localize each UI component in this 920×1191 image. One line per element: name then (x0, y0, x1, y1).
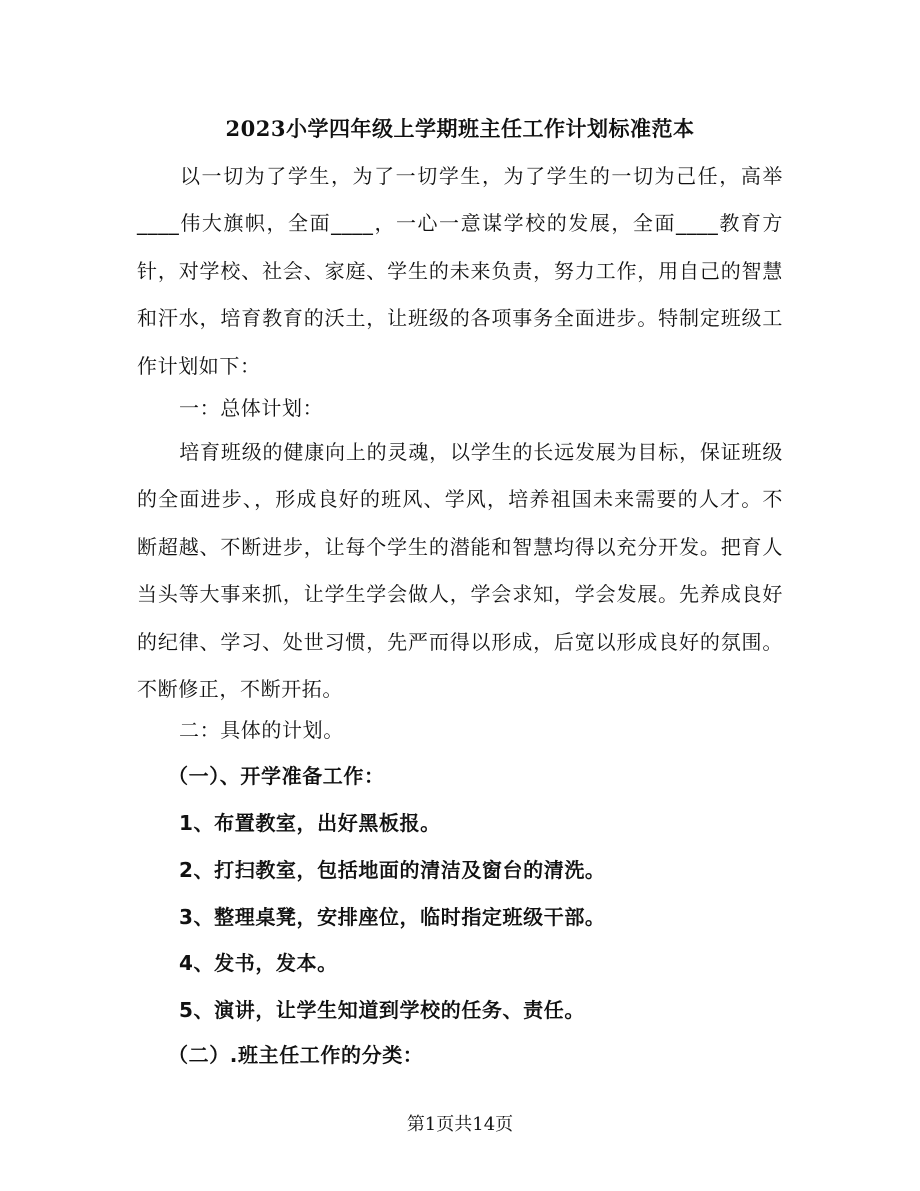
list-item: 5、演讲，让学生知道到学校的任务、责任。 (179, 998, 585, 1022)
intro-text: 以一切为了学生，为了一切学生，为了学生的一切为己任，高举____伟大旗帜，全面____，一心一意谋学校的发展，全面____教育方针，对学校、社会、家庭、学生的未来负责，努力工作，用自己的智慧和汗水，培育教育的沃土，让班级的各项事务全面进步。特制定班级工作计划如下： (137, 164, 783, 378)
list-item: 3、整理桌凳，安排座位，临时指定班级干部。 (179, 905, 606, 929)
overall-plan-text: 培育班级的健康向上的灵魂，以学生的长远发展为目标，保证班级的全面进步、，形成良好的班风、学风，培养祖国未来需要的人才。不断超越、不断进步，让每个学生的潜能和智慧均得以充分开发。把育人当头等大事来抓，让学生学会做人，学会求知，学会发展。先养成良好的纪律、学习、处世习惯，先严而得以形成，后宽以形成良好的氛围。不断修正，不断开拓。 (137, 440, 783, 702)
subsection-heading-classification: （二）.班主任工作的分类： (168, 1043, 424, 1067)
list-item: 4、发书，发本。 (179, 951, 338, 975)
page-number: 第1页共14页 (406, 1114, 514, 1135)
list-item: 2、打扫教室，包括地面的清洁及窗台的清洗。 (179, 858, 606, 882)
document-title: 2023小学四年级上学期班主任工作计划标准范本 (225, 116, 695, 141)
section-heading-specific-plan: 二：具体的计划。 (179, 718, 344, 742)
section-heading-overall-plan: 一：总体计划： (179, 396, 324, 420)
list-item: 1、布置教室，出好黑板报。 (179, 811, 441, 835)
overall-plan-paragraph (137, 429, 783, 713)
intro-paragraph (137, 153, 783, 390)
subsection-heading-preparation: （一）、开学准备工作： (168, 764, 385, 788)
